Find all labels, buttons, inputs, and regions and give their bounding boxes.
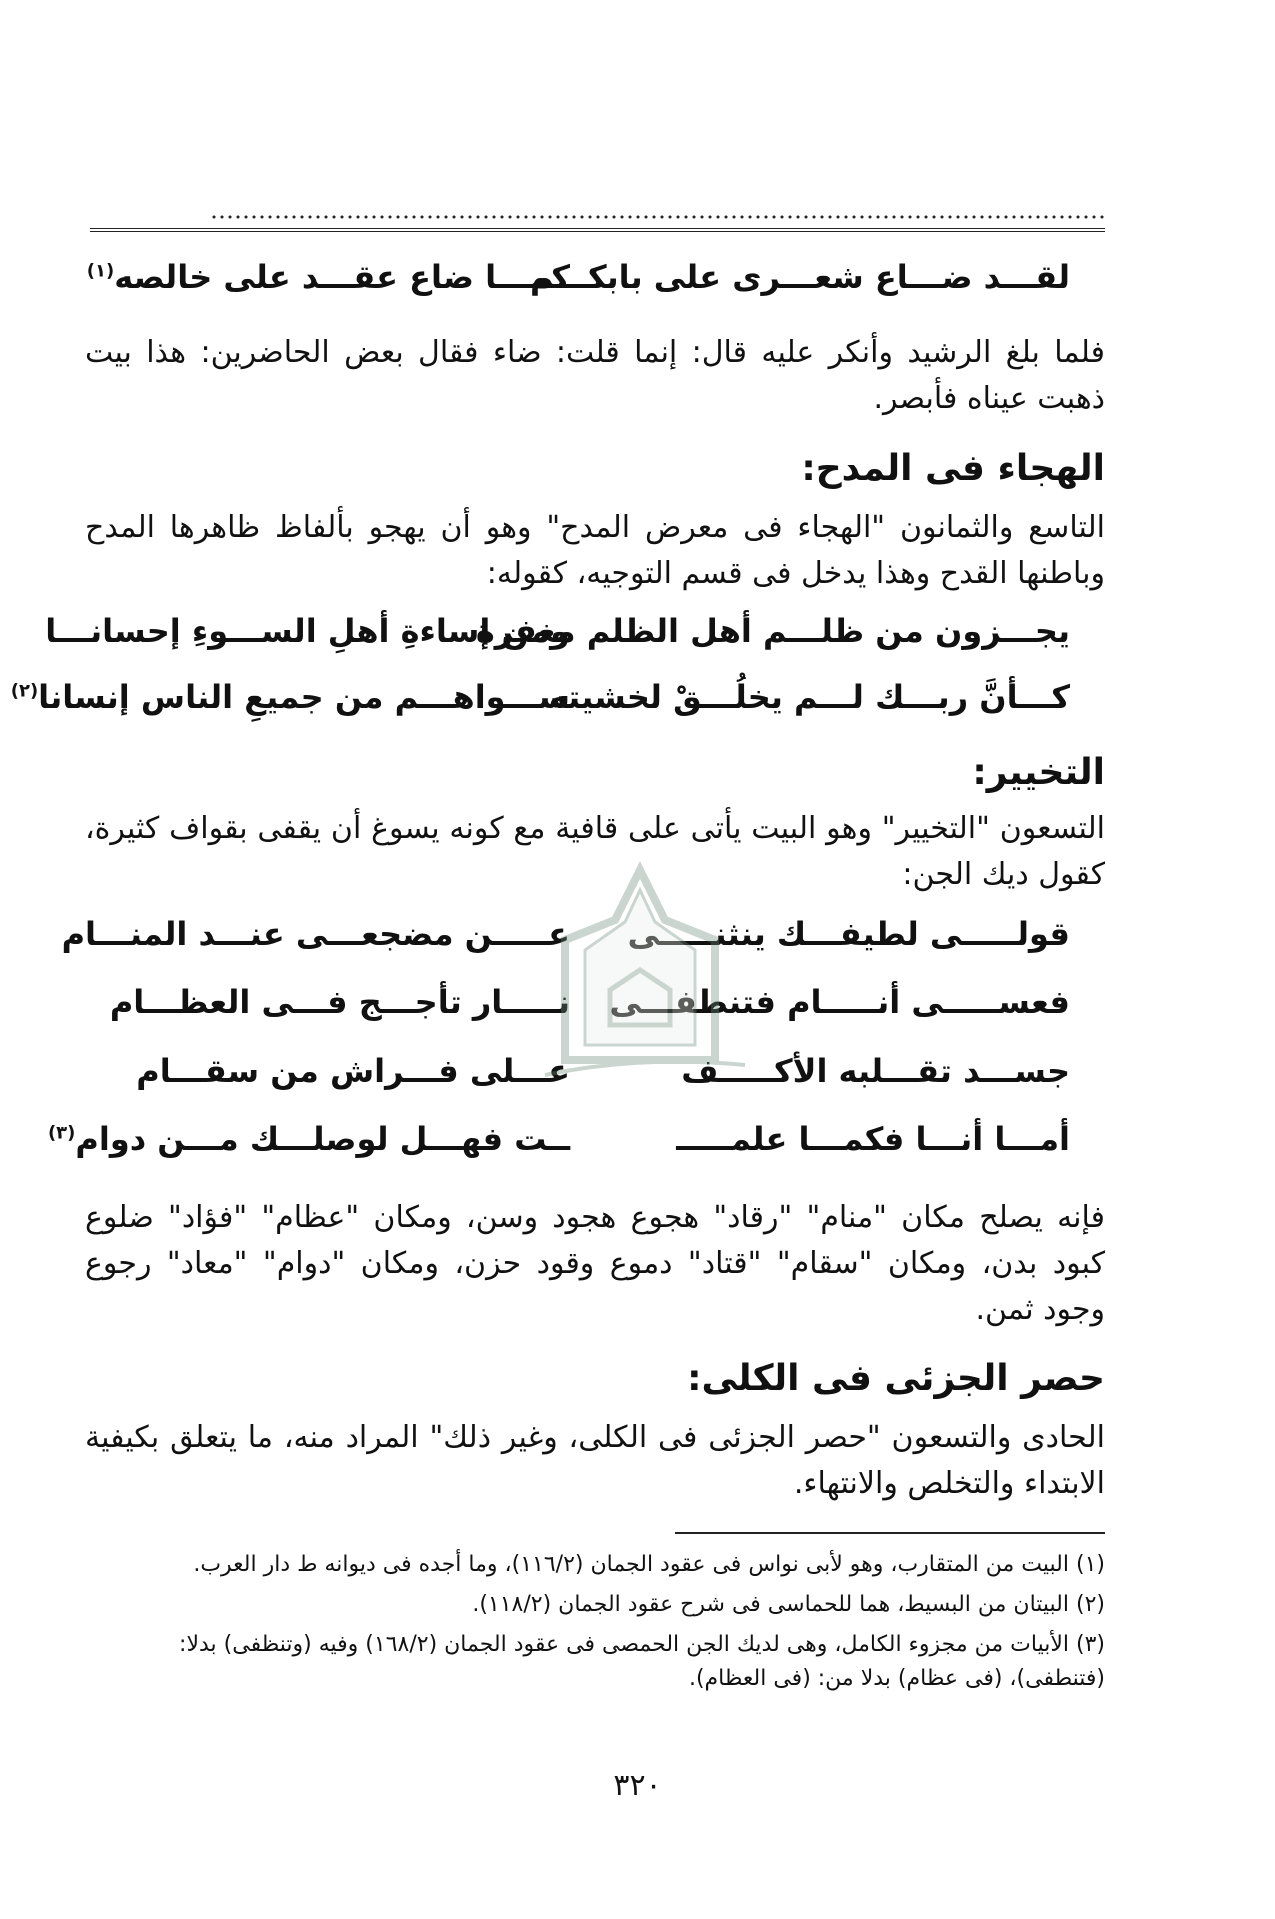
- hemistich-second: [47, 1120, 570, 1158]
- hemistich-first: جســـد تقـــلبه الأكـــــف: [681, 1052, 1070, 1090]
- footnote: (٢) البيتان من البسيط، هما للحماسى فى شرح عقود الجمان (١١٨/٢).: [472, 1592, 1105, 1617]
- footnote-rule: [675, 1532, 1105, 1534]
- footnote: (٣) الأبيات من مجزوء الكامل، وهى لديك الجن الحمصى فى عقود الجمان (١٦٨/٢) وفيه (وتنظفى) بدلا: (فتنطفى)، (فى عظام) بدلا من: (فى العظام).: [179, 1632, 1105, 1691]
- hemistich-text: ســـواهـــم من جميعِ الناس إنسانا: [38, 678, 570, 716]
- section-heading: التخيير:: [972, 752, 1105, 793]
- hemistich-second: [86, 258, 570, 296]
- hemistich-first: كـــأنَّ ربـــك لـــم يخلُـــقْ لخشيته: [548, 678, 1070, 716]
- double-rule: [90, 228, 1105, 234]
- verse-line: [10, 678, 1070, 734]
- hemistich-second: [10, 678, 570, 716]
- hemistich-first: لقـــد ضـــاع شعـــرى على بابكـــم: [530, 258, 1070, 296]
- hemistich-second: نـــــار تأجـــج فـــى العظـــام: [109, 983, 570, 1021]
- paragraph: الحادى والتسعون "حصر الجزئى فى الكلى، وغير ذلك" المراد منه، ما يتعلق بكيفية الابتداء والتخلص والانتهاء.: [85, 1420, 1105, 1501]
- verse-line: [47, 1120, 1070, 1176]
- watermark-seal-icon: [515, 860, 765, 1100]
- paragraph: التسعون "التخيير" وهو البيت يأتى على قافية مع كونه يسوغ أن يقفى بقواف كثيرة، كقول ديك الجن:: [85, 811, 1105, 892]
- verse-line: [45, 612, 1070, 668]
- footnote-mark: (١): [86, 260, 115, 282]
- paragraph: فإنه يصلح مكان "منام" "رقاد" هجوع هجود وسن، ومكان "عظام" "فؤاد" ضلوع كبود بدن، ومكان "سقام" "قتاد" دموع وقود حزن، ومكان "دوام" "معاد" رجوع وجود ثمن.: [85, 1200, 1105, 1327]
- hemistich-text: ــت فهـــل لوصلـــك مـــن دوام: [75, 1120, 570, 1158]
- hemistich-first: قولـــــى لطيفـــك ينثنـــــى: [627, 915, 1070, 953]
- hemistich-second: ومن إساءةِ أهلِ الســـوءِ إحسانـــا: [45, 612, 570, 650]
- footnote-mark: (٢): [10, 680, 39, 702]
- footnote: (١) البيت من المتقارب، وهو لأبى نواس فى عقود الجمان (١١٦/٢)، وما أجده فى ديوانه ط دار العرب.: [193, 1552, 1105, 1577]
- hemistich-first: فعســـــى أنـــــام فتنطفـــى: [609, 983, 1070, 1021]
- hemistich-second: عـــــن مضجعـــى عنـــد المنـــام: [61, 915, 570, 953]
- footnote-mark: (٣): [47, 1122, 76, 1144]
- hemistich-second: عـــلى فـــراش من سقـــام: [136, 1052, 570, 1090]
- section-heading: الهجاء فى المدح:: [801, 448, 1105, 489]
- section-heading: حصر الجزئى فى الكلى:: [687, 1358, 1105, 1399]
- hemistich-text: كمـــا ضاع عقـــد على خالصه: [114, 258, 570, 296]
- dotted-separator: [210, 214, 1105, 220]
- paragraph: التاسع والثمانون "الهجاء فى معرض المدح" وهو أن يهجو بألفاظ ظاهرها المدح وباطنها القدح وهذا يدخل فى قسم التوجيه، كقوله:: [85, 510, 1105, 591]
- page-number: ٣٢٠: [613, 1768, 662, 1803]
- hemistich-first: أمـــا أنـــا فكمـــا علمـــــ: [676, 1120, 1070, 1158]
- hemistich-first: يجـــزون من ظلـــم أهل الظلم مغفرة: [475, 612, 1070, 650]
- verse-line: [86, 258, 1070, 314]
- paragraph: فلما بلغ الرشيد وأنكر عليه قال: إنما قلت: ضاء فقال بعض الحاضرين: هذا بيت ذهبت عيناه فأبصر.: [85, 335, 1105, 416]
